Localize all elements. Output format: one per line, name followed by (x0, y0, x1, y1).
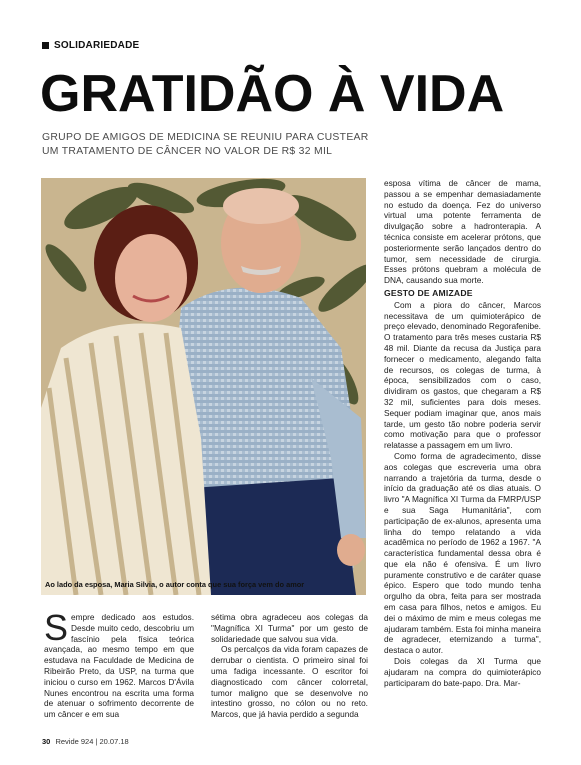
paragraph: empre dedicado aos estudos. Desde muito cedo, descobriu um fascínio pela física teórica avançada, ao mesmo tempo em que estudava na Faculdade de Medicina de Ribeirão Preto, da USP, na turma que iniciou o curso em 1962. Marcos D'Ávila Nunes encontrou na escrita uma forma de atenuar o sofrimento decorrente de um câncer e em sua (44, 612, 194, 720)
paragraph: Com a piora do câncer, Marcos necessitava de um quimioterápico de preço elevado, denominado Regorafenibe. O tratamento para três meses custaria R$ 48 mil. Diante da recusa da Justiça para fornecer o medicamento, alegando falta de recursos, os colegas de turma, à época, sensibilizados com o caso, dividiram os gastos, que chegaram a R$ 32 mil, suficientes para dois meses. Sequer podiam imaginar que, anos mais tarde, um gesto tão nobre poderia servir como motivação para que o professor relatasse a passagem em um livro. (384, 299, 541, 451)
section-square-icon (42, 42, 49, 49)
section-tag (42, 40, 139, 51)
article-column-middle (211, 612, 368, 720)
subhead (42, 131, 402, 159)
page-footer (42, 737, 129, 746)
headline: GRATIDÃO À VIDA (40, 65, 505, 123)
issue-info: Revide 924 | 20.07.18 (55, 737, 129, 746)
paragraph: sétima obra agradeceu aos colegas da "Magnífica XI Turma" por um gesto de solidariedade que salvou sua vida. (211, 612, 368, 644)
paragraph: esposa vítima de câncer de mama, passou a se empenhar demasiadamente no estudo da doença. Fez do universo virtual uma potente ferramenta de divulgação sobre a hadronterapia. A técnica consiste em acelerar prótons, que posteriormente serão lançados dentro do tumor, sem necessidade de cirurgia. Esses prótons quebram a molécula de DNA, causando sua morte. (384, 178, 541, 286)
paragraph: Os percalços da vida foram capazes de derrubar o cientista. O primeiro sinal foi uma fadiga incessante. O escritor foi diagnosticado com câncer colorretal, tumor maligno que se desenvolve no intestino grosso, no cólon ou no reto. Marcos, que já havia perdido a segunda (211, 644, 368, 720)
photo-caption: Ao lado da esposa, Maria Silvia, o autor conta que sua força vem do amor (45, 580, 305, 589)
section-label: SOLIDARIEDADE (54, 40, 140, 51)
subhead-line-1: GRUPO DE AMIGOS DE MEDICINA SE REUNIU PARA CUSTEAR (42, 132, 369, 143)
subsection-heading: GESTO DE AMIZADE (384, 287, 473, 298)
article-column-right (384, 178, 541, 688)
page-number: 30 (42, 737, 51, 746)
paragraph: Dois colegas da XI Turma que ajudaram na compra do quimioterápico participaram do bate-papo. Dra. Mar- (384, 656, 541, 688)
article-column-left (44, 607, 194, 720)
drop-cap: S (44, 607, 69, 648)
couple-photo (41, 178, 366, 595)
paragraph: Como forma de agradecimento, disse aos colegas que escreveria uma obra narrando a trajetória da turma, desde o início da graduação até os dias atuais. O livro "A Magnífica XI Turma da FMRP/USP e sua Saga Humanitária", com participação de ex-alunos, apresenta uma linha do tempo relatando a vida acadêmica no período de 1962 a 1967. "A característica fundamental dessa obra é que ela não é ofensiva. É um livro puramente construtivo e de caráter quase épico. Espero que todo mundo tenha orgulho da obra, feita para ser mostrada em casa para filhos, netos e amigos. Eu dei o máximo de mim e meus colegas me ajudaram também. Esta foi minha maneira de agradecer, eternizando a turma", destaca o autor. (384, 450, 541, 656)
subhead-line-2: UM TRATAMENTO DE CÂNCER NO VALOR DE R$ 32 MIL (42, 146, 333, 157)
